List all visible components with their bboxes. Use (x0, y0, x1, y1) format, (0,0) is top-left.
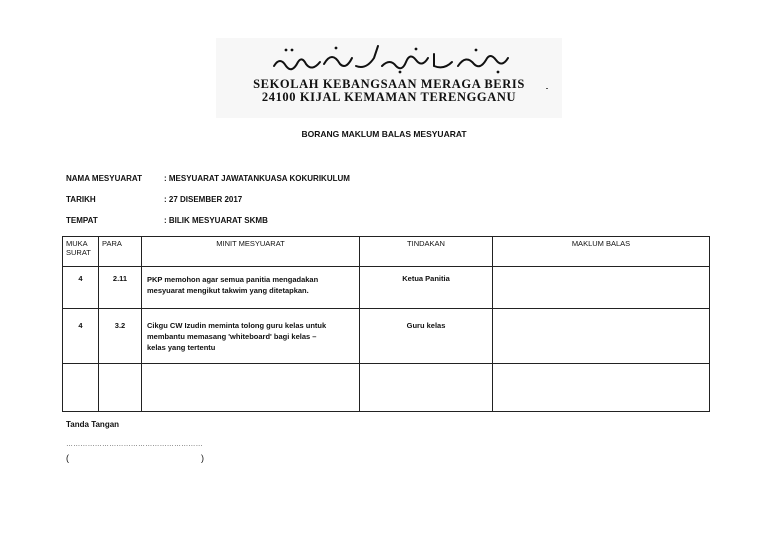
table-row (63, 309, 710, 364)
school-header (216, 38, 562, 118)
signature-name-open: ( (66, 453, 69, 463)
minit-line: mesyuarat mengikut takwim yang ditetapkan. (147, 286, 309, 295)
header-para: PARA (99, 237, 142, 267)
info-value: : 27 DISEMBER 2017 (164, 195, 243, 204)
jawi-school-name-logo (266, 40, 516, 76)
header-label: SURAT (66, 248, 91, 257)
info-label: NAMA MESYUARAT (66, 174, 142, 183)
minit-line: membantu memasang 'whiteboard' bagi kelas – (147, 332, 317, 341)
info-value: : MESYUARAT JAWATANKUASA KOKURIKULUM (164, 174, 350, 183)
signature-name-close: ) (201, 453, 204, 463)
cell-minit (142, 364, 360, 412)
cell-minit (142, 309, 360, 364)
cell-maklum-balas[interactable] (493, 364, 710, 412)
minit-line: Cikgu CW Izudin meminta tolong guru kelas untuk (147, 321, 327, 330)
cell-para: 2.11 (99, 267, 142, 309)
header-tindakan: TINDAKAN (360, 237, 493, 267)
cell-tindakan: Ketua Panitia (360, 267, 493, 309)
info-label: TEMPAT (66, 216, 98, 225)
cell-muka-surat (63, 364, 99, 412)
cell-para (99, 364, 142, 412)
cell-minit (142, 267, 360, 309)
cell-maklum-balas[interactable] (493, 267, 710, 309)
table-row (63, 364, 710, 412)
info-value: : BILIK MESYUARAT SKMB (164, 216, 268, 225)
minit-line: PKP memohon agar semua panitia mengadakan (147, 275, 319, 284)
cell-muka-surat: 4 (63, 309, 99, 364)
header-minit: MINIT MESYUARAT (142, 237, 360, 267)
cell-muka-surat: 4 (63, 267, 99, 309)
cell-tindakan: Guru kelas (360, 309, 493, 364)
cell-para: 3.2 (99, 309, 142, 364)
table-header-row (63, 237, 710, 267)
table-row (63, 267, 710, 309)
signature-line: ………………………………………………… (66, 441, 203, 448)
cell-tindakan (360, 364, 493, 412)
form-title: BORANG MAKLUM BALAS MESYUARAT (301, 129, 467, 139)
signature-label: Tanda Tangan (66, 420, 120, 429)
header-label: MUKA (66, 239, 88, 248)
minit-line: kelas yang tertentu (147, 343, 216, 352)
minutes-table (62, 236, 710, 412)
info-label: TARIKH (66, 195, 96, 204)
speck (546, 88, 548, 89)
header-muka-surat (63, 237, 99, 267)
header-maklum-balas: MAKLUM BALAS (493, 237, 710, 267)
school-address: 24100 KIJAL KEMAMAN TERENGGANU (261, 90, 517, 104)
school-name: SEKOLAH KEBANGSAAN MERAGA BERIS (253, 77, 525, 91)
cell-maklum-balas[interactable] (493, 309, 710, 364)
